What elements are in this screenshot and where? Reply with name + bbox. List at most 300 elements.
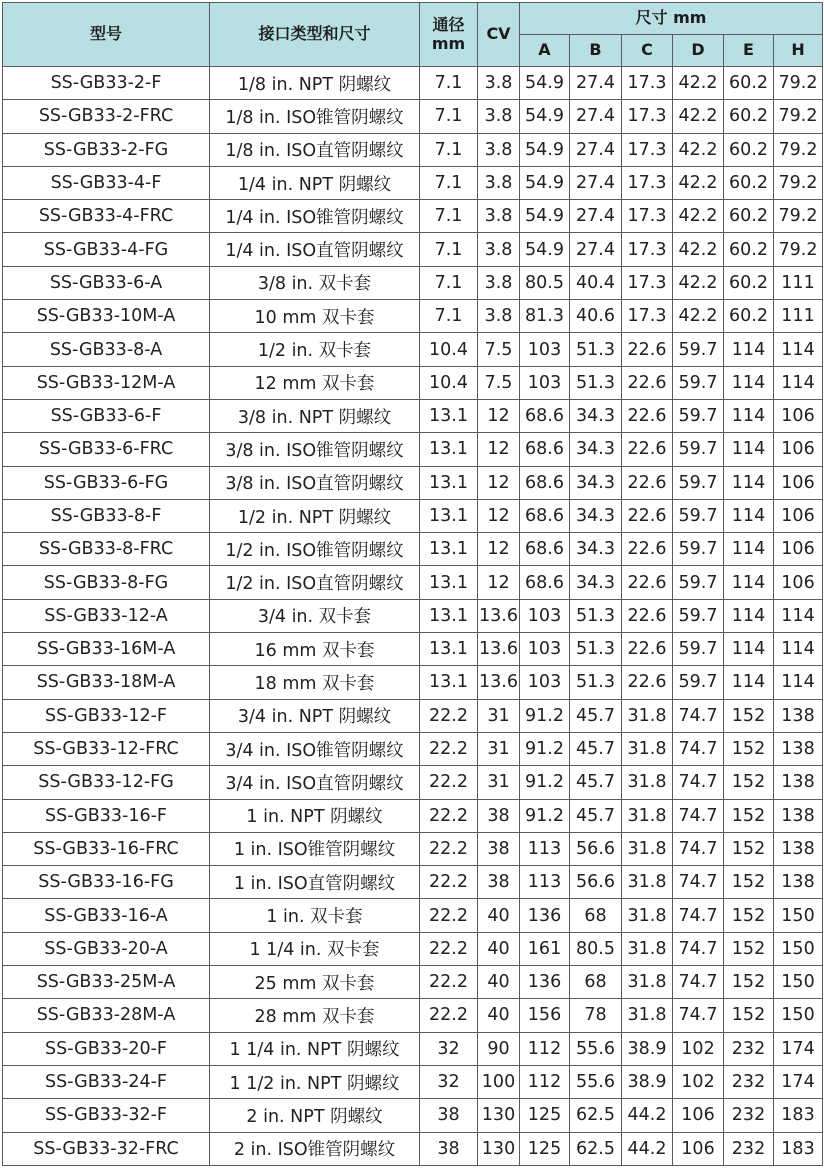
cell-connection: 1 in. ISO锥管阴螺纹	[210, 832, 420, 865]
cell-dim-b: 51.3	[570, 366, 622, 399]
cell-dim-a: 54.9	[520, 100, 570, 133]
cell-dim-d: 74.7	[673, 866, 724, 899]
table-row	[3, 466, 823, 499]
cell-dim-a: 103	[520, 366, 570, 399]
table-row	[3, 366, 823, 399]
cell-dim-e: 60.2	[724, 100, 774, 133]
cell-model: SS-GB33-16-A	[3, 899, 210, 932]
cell-cv: 40	[478, 932, 520, 965]
cell-dim-e: 232	[724, 1099, 774, 1132]
cell-dim-h: 106	[774, 466, 823, 499]
cell-dim-h: 114	[774, 599, 823, 632]
cell-dim-h: 106	[774, 533, 823, 566]
cell-cv: 7.5	[478, 366, 520, 399]
cell-dim-a: 112	[520, 1032, 570, 1065]
cell-cv: 12	[478, 433, 520, 466]
cell-connection: 3/8 in. ISO直管阴螺纹	[210, 466, 420, 499]
cell-dim-c: 31.8	[622, 966, 673, 999]
cell-dim-a: 54.9	[520, 67, 570, 100]
cell-dim-d: 59.7	[673, 399, 724, 432]
cell-dim-c: 31.8	[622, 932, 673, 965]
cell-cv: 90	[478, 1032, 520, 1065]
header-model: 型号	[3, 3, 210, 67]
table-row	[3, 300, 823, 333]
header-dim-e: E	[724, 35, 774, 67]
cell-connection: 1 in. ISO直管阴螺纹	[210, 866, 420, 899]
cell-model: SS-GB33-4-F	[3, 166, 210, 199]
cell-dim-c: 44.2	[622, 1099, 673, 1132]
cell-dim-b: 55.6	[570, 1032, 622, 1065]
cell-orifice: 32	[420, 1032, 478, 1065]
cell-dim-d: 59.7	[673, 533, 724, 566]
cell-dim-e: 232	[724, 1132, 774, 1166]
cell-dim-d: 102	[673, 1065, 724, 1098]
cell-dim-e: 60.2	[724, 300, 774, 333]
cell-dim-h: 106	[774, 433, 823, 466]
cell-dim-a: 136	[520, 966, 570, 999]
cell-connection: 3/4 in. ISO直管阴螺纹	[210, 766, 420, 799]
cell-connection: 1 in. 双卡套	[210, 899, 420, 932]
cell-dim-d: 42.2	[673, 67, 724, 100]
cell-connection: 1/8 in. ISO直管阴螺纹	[210, 133, 420, 166]
cell-dim-d: 59.7	[673, 666, 724, 699]
cell-dim-d: 74.7	[673, 899, 724, 932]
cell-dim-d: 102	[673, 1032, 724, 1065]
cell-dim-d: 59.7	[673, 466, 724, 499]
cell-orifice: 32	[420, 1065, 478, 1098]
cell-model: SS-GB33-6-A	[3, 266, 210, 299]
cell-cv: 12	[478, 499, 520, 532]
cell-dim-a: 68.6	[520, 399, 570, 432]
cell-orifice: 13.1	[420, 533, 478, 566]
cell-dim-d: 74.7	[673, 832, 724, 865]
table-row	[3, 333, 823, 366]
cell-dim-h: 150	[774, 999, 823, 1032]
cell-orifice: 22.2	[420, 899, 478, 932]
cell-model: SS-GB33-6-FRC	[3, 433, 210, 466]
cell-orifice: 38	[420, 1099, 478, 1132]
cell-cv: 31	[478, 699, 520, 732]
cell-cv: 13.6	[478, 599, 520, 632]
table-row	[3, 166, 823, 199]
cell-dim-e: 60.2	[724, 266, 774, 299]
table-row	[3, 1065, 823, 1098]
cell-dim-h: 111	[774, 300, 823, 333]
cell-model: SS-GB33-12-A	[3, 599, 210, 632]
cell-orifice: 10.4	[420, 333, 478, 366]
cell-dim-h: 138	[774, 766, 823, 799]
cell-connection: 18 mm 双卡套	[210, 666, 420, 699]
cell-dim-a: 91.2	[520, 732, 570, 765]
cell-orifice: 13.1	[420, 499, 478, 532]
cell-dim-e: 114	[724, 599, 774, 632]
cell-dim-b: 56.6	[570, 832, 622, 865]
cell-orifice: 10.4	[420, 366, 478, 399]
cell-dim-d: 74.7	[673, 732, 724, 765]
cell-cv: 3.8	[478, 266, 520, 299]
table-row	[3, 499, 823, 532]
table-row	[3, 399, 823, 432]
cell-dim-c: 17.3	[622, 300, 673, 333]
cell-orifice: 7.1	[420, 200, 478, 233]
table-row	[3, 699, 823, 732]
cell-dim-h: 150	[774, 966, 823, 999]
cell-dim-e: 152	[724, 866, 774, 899]
cell-connection: 12 mm 双卡套	[210, 366, 420, 399]
cell-dim-a: 81.3	[520, 300, 570, 333]
cell-dim-a: 54.9	[520, 233, 570, 266]
cell-cv: 13.6	[478, 633, 520, 666]
table-row	[3, 133, 823, 166]
cell-dim-a: 68.6	[520, 466, 570, 499]
cell-dim-a: 91.2	[520, 699, 570, 732]
cell-model: SS-GB33-28M-A	[3, 999, 210, 1032]
cell-orifice: 13.1	[420, 633, 478, 666]
cell-dim-c: 22.6	[622, 433, 673, 466]
cell-dim-a: 54.9	[520, 200, 570, 233]
header-dim-h: H	[774, 35, 823, 67]
cell-orifice: 22.2	[420, 966, 478, 999]
cell-dim-a: 80.5	[520, 266, 570, 299]
cell-model: SS-GB33-18M-A	[3, 666, 210, 699]
cell-model: SS-GB33-20-A	[3, 932, 210, 965]
header-dimensions: 尺寸 mm	[520, 3, 823, 35]
cell-cv: 12	[478, 399, 520, 432]
cell-dim-d: 74.7	[673, 799, 724, 832]
cell-dim-b: 34.3	[570, 499, 622, 532]
cell-dim-d: 42.2	[673, 133, 724, 166]
table-row	[3, 666, 823, 699]
cell-connection: 10 mm 双卡套	[210, 300, 420, 333]
cell-dim-a: 113	[520, 866, 570, 899]
cell-dim-b: 40.6	[570, 300, 622, 333]
cell-dim-h: 106	[774, 499, 823, 532]
cell-dim-c: 22.6	[622, 566, 673, 599]
cell-orifice: 7.1	[420, 100, 478, 133]
cell-dim-e: 60.2	[724, 133, 774, 166]
cell-dim-a: 68.6	[520, 499, 570, 532]
cell-dim-h: 114	[774, 366, 823, 399]
cell-dim-d: 42.2	[673, 233, 724, 266]
cell-dim-d: 59.7	[673, 599, 724, 632]
cell-orifice: 7.1	[420, 166, 478, 199]
cell-dim-b: 34.3	[570, 399, 622, 432]
cell-dim-d: 42.2	[673, 200, 724, 233]
table-row	[3, 266, 823, 299]
cell-dim-d: 106	[673, 1132, 724, 1166]
cell-dim-h: 183	[774, 1099, 823, 1132]
table-row	[3, 233, 823, 266]
cell-connection: 3/8 in. ISO锥管阴螺纹	[210, 433, 420, 466]
cell-dim-c: 22.6	[622, 333, 673, 366]
cell-dim-a: 103	[520, 599, 570, 632]
table-row	[3, 1132, 823, 1166]
cell-cv: 3.8	[478, 100, 520, 133]
cell-dim-e: 114	[724, 666, 774, 699]
cell-dim-h: 111	[774, 266, 823, 299]
cell-dim-a: 113	[520, 832, 570, 865]
header-orifice-line1: 通径	[432, 15, 465, 35]
cell-dim-d: 74.7	[673, 932, 724, 965]
cell-orifice: 13.1	[420, 666, 478, 699]
cell-dim-d: 59.7	[673, 499, 724, 532]
cell-dim-e: 152	[724, 699, 774, 732]
cell-dim-h: 174	[774, 1032, 823, 1065]
cell-cv: 3.8	[478, 67, 520, 100]
cell-dim-a: 156	[520, 999, 570, 1032]
cell-dim-e: 152	[724, 966, 774, 999]
cell-model: SS-GB33-6-F	[3, 399, 210, 432]
cell-dim-h: 79.2	[774, 133, 823, 166]
cell-model: SS-GB33-16-FRC	[3, 832, 210, 865]
cell-dim-d: 42.2	[673, 166, 724, 199]
cell-model: SS-GB33-16-F	[3, 799, 210, 832]
cell-dim-b: 27.4	[570, 166, 622, 199]
cell-model: SS-GB33-32-F	[3, 1099, 210, 1132]
cell-dim-a: 54.9	[520, 133, 570, 166]
cell-model: SS-GB33-4-FRC	[3, 200, 210, 233]
cell-dim-c: 31.8	[622, 999, 673, 1032]
cell-dim-h: 138	[774, 732, 823, 765]
cell-model: SS-GB33-10M-A	[3, 300, 210, 333]
table-row	[3, 566, 823, 599]
cell-dim-b: 45.7	[570, 732, 622, 765]
cell-dim-c: 22.6	[622, 633, 673, 666]
cell-orifice: 13.1	[420, 599, 478, 632]
cell-connection: 1 1/4 in. 双卡套	[210, 932, 420, 965]
table-row	[3, 633, 823, 666]
table-row	[3, 999, 823, 1032]
cell-dim-a: 91.2	[520, 799, 570, 832]
cell-dim-c: 17.3	[622, 200, 673, 233]
cell-connection: 1/2 in. 双卡套	[210, 333, 420, 366]
cell-dim-b: 34.3	[570, 533, 622, 566]
cell-dim-a: 161	[520, 932, 570, 965]
table-row	[3, 533, 823, 566]
cell-dim-e: 114	[724, 533, 774, 566]
table-row	[3, 766, 823, 799]
cell-connection: 16 mm 双卡套	[210, 633, 420, 666]
cell-dim-a: 103	[520, 333, 570, 366]
cell-connection: 1/8 in. ISO锥管阴螺纹	[210, 100, 420, 133]
cell-connection: 3/4 in. ISO锥管阴螺纹	[210, 732, 420, 765]
cell-dim-d: 106	[673, 1099, 724, 1132]
cell-dim-h: 79.2	[774, 233, 823, 266]
cell-cv: 130	[478, 1132, 520, 1166]
cell-cv: 3.8	[478, 166, 520, 199]
table-row	[3, 599, 823, 632]
cell-dim-a: 68.6	[520, 533, 570, 566]
cell-dim-e: 152	[724, 999, 774, 1032]
cell-dim-e: 152	[724, 799, 774, 832]
cell-model: SS-GB33-16M-A	[3, 633, 210, 666]
cell-orifice: 7.1	[420, 233, 478, 266]
cell-cv: 40	[478, 966, 520, 999]
table-row	[3, 899, 823, 932]
cell-cv: 3.8	[478, 200, 520, 233]
table-row	[3, 100, 823, 133]
cell-dim-c: 31.8	[622, 866, 673, 899]
cell-orifice: 22.2	[420, 732, 478, 765]
cell-dim-e: 60.2	[724, 67, 774, 100]
cell-dim-b: 78	[570, 999, 622, 1032]
cell-dim-h: 150	[774, 899, 823, 932]
cell-dim-d: 74.7	[673, 766, 724, 799]
cell-orifice: 13.1	[420, 433, 478, 466]
cell-dim-b: 34.3	[570, 433, 622, 466]
cell-cv: 38	[478, 799, 520, 832]
cell-dim-d: 74.7	[673, 999, 724, 1032]
cell-dim-h: 106	[774, 566, 823, 599]
cell-orifice: 13.1	[420, 566, 478, 599]
cell-orifice: 22.2	[420, 999, 478, 1032]
cell-cv: 38	[478, 832, 520, 865]
cell-orifice: 13.1	[420, 399, 478, 432]
cell-dim-b: 51.3	[570, 633, 622, 666]
cell-dim-c: 22.6	[622, 499, 673, 532]
cell-connection: 25 mm 双卡套	[210, 966, 420, 999]
table-row	[3, 866, 823, 899]
cell-dim-d: 74.7	[673, 699, 724, 732]
cell-dim-e: 114	[724, 466, 774, 499]
cell-connection: 1/4 in. NPT 阴螺纹	[210, 166, 420, 199]
cell-dim-e: 114	[724, 499, 774, 532]
cell-connection: 3/8 in. NPT 阴螺纹	[210, 399, 420, 432]
cell-dim-e: 232	[724, 1065, 774, 1098]
cell-connection: 1 in. NPT 阴螺纹	[210, 799, 420, 832]
cell-dim-b: 80.5	[570, 932, 622, 965]
cell-connection: 3/4 in. NPT 阴螺纹	[210, 699, 420, 732]
cell-dim-b: 40.4	[570, 266, 622, 299]
cell-cv: 12	[478, 566, 520, 599]
cell-dim-h: 114	[774, 633, 823, 666]
cell-dim-d: 59.7	[673, 633, 724, 666]
cell-dim-c: 17.3	[622, 166, 673, 199]
cell-dim-e: 232	[724, 1032, 774, 1065]
cell-dim-e: 114	[724, 399, 774, 432]
cell-orifice: 38	[420, 1132, 478, 1166]
cell-dim-e: 114	[724, 433, 774, 466]
cell-dim-e: 152	[724, 732, 774, 765]
cell-dim-c: 17.3	[622, 133, 673, 166]
cell-dim-a: 112	[520, 1065, 570, 1098]
cell-cv: 31	[478, 732, 520, 765]
cell-dim-h: 79.2	[774, 166, 823, 199]
cell-dim-b: 55.6	[570, 1065, 622, 1098]
cell-dim-c: 22.6	[622, 466, 673, 499]
cell-dim-c: 31.8	[622, 899, 673, 932]
header-orifice-line2: mm	[431, 33, 466, 53]
cell-dim-h: 114	[774, 666, 823, 699]
header-dim-d: D	[673, 35, 724, 67]
cell-orifice: 22.2	[420, 699, 478, 732]
cell-orifice: 22.2	[420, 832, 478, 865]
cell-orifice: 7.1	[420, 266, 478, 299]
header-connection: 接口类型和尺寸	[210, 3, 420, 67]
cell-cv: 13.6	[478, 666, 520, 699]
cell-connection: 3/8 in. 双卡套	[210, 266, 420, 299]
header-dim-b: B	[570, 35, 622, 67]
cell-orifice: 22.2	[420, 799, 478, 832]
cell-dim-h: 183	[774, 1132, 823, 1166]
cell-cv: 38	[478, 866, 520, 899]
cell-dim-a: 103	[520, 633, 570, 666]
cell-dim-d: 42.2	[673, 300, 724, 333]
cell-dim-c: 31.8	[622, 799, 673, 832]
cell-connection: 2 in. ISO锥管阴螺纹	[210, 1132, 420, 1166]
cell-model: SS-GB33-32-FRC	[3, 1132, 210, 1166]
table-row	[3, 966, 823, 999]
cell-cv: 100	[478, 1065, 520, 1098]
cell-cv: 7.5	[478, 333, 520, 366]
cell-dim-c: 31.8	[622, 699, 673, 732]
cell-dim-e: 114	[724, 366, 774, 399]
cell-dim-h: 79.2	[774, 100, 823, 133]
cell-dim-c: 17.3	[622, 266, 673, 299]
cell-dim-e: 114	[724, 566, 774, 599]
cell-dim-d: 42.2	[673, 266, 724, 299]
cell-dim-b: 56.6	[570, 866, 622, 899]
cell-orifice: 7.1	[420, 300, 478, 333]
cell-dim-b: 51.3	[570, 333, 622, 366]
cell-dim-a: 54.9	[520, 166, 570, 199]
table-row	[3, 433, 823, 466]
cell-connection: 1/4 in. ISO锥管阴螺纹	[210, 200, 420, 233]
cell-dim-d: 59.7	[673, 566, 724, 599]
cell-cv: 12	[478, 533, 520, 566]
cell-dim-a: 68.6	[520, 433, 570, 466]
cell-dim-c: 22.6	[622, 533, 673, 566]
cell-dim-c: 22.6	[622, 599, 673, 632]
cell-dim-e: 114	[724, 333, 774, 366]
cell-connection: 1 1/4 in. NPT 阴螺纹	[210, 1032, 420, 1065]
cell-dim-a: 125	[520, 1099, 570, 1132]
cell-dim-e: 152	[724, 899, 774, 932]
cell-connection: 1 1/2 in. NPT 阴螺纹	[210, 1065, 420, 1098]
cell-model: SS-GB33-8-FG	[3, 566, 210, 599]
cell-dim-b: 51.3	[570, 666, 622, 699]
cell-dim-a: 68.6	[520, 566, 570, 599]
cell-dim-b: 27.4	[570, 200, 622, 233]
cell-model: SS-GB33-8-A	[3, 333, 210, 366]
cell-dim-a: 136	[520, 899, 570, 932]
cell-model: SS-GB33-8-F	[3, 499, 210, 532]
cell-dim-h: 138	[774, 699, 823, 732]
cell-dim-b: 51.3	[570, 599, 622, 632]
cell-dim-c: 22.6	[622, 666, 673, 699]
cell-orifice: 22.2	[420, 866, 478, 899]
cell-dim-h: 138	[774, 866, 823, 899]
table-row	[3, 67, 823, 100]
cell-dim-h: 79.2	[774, 200, 823, 233]
cell-dim-c: 31.8	[622, 766, 673, 799]
cell-model: SS-GB33-2-FG	[3, 133, 210, 166]
cell-cv: 31	[478, 766, 520, 799]
cell-dim-e: 152	[724, 932, 774, 965]
cell-model: SS-GB33-12-FG	[3, 766, 210, 799]
cell-model: SS-GB33-12M-A	[3, 366, 210, 399]
cell-cv: 3.8	[478, 133, 520, 166]
cell-model: SS-GB33-12-F	[3, 699, 210, 732]
header-orifice	[420, 3, 478, 67]
cell-dim-b: 34.3	[570, 466, 622, 499]
cell-dim-c: 44.2	[622, 1132, 673, 1166]
table-row	[3, 200, 823, 233]
header-dim-c: C	[622, 35, 673, 67]
cell-connection: 1/4 in. ISO直管阴螺纹	[210, 233, 420, 266]
cell-dim-c: 17.3	[622, 100, 673, 133]
cell-dim-d: 59.7	[673, 366, 724, 399]
